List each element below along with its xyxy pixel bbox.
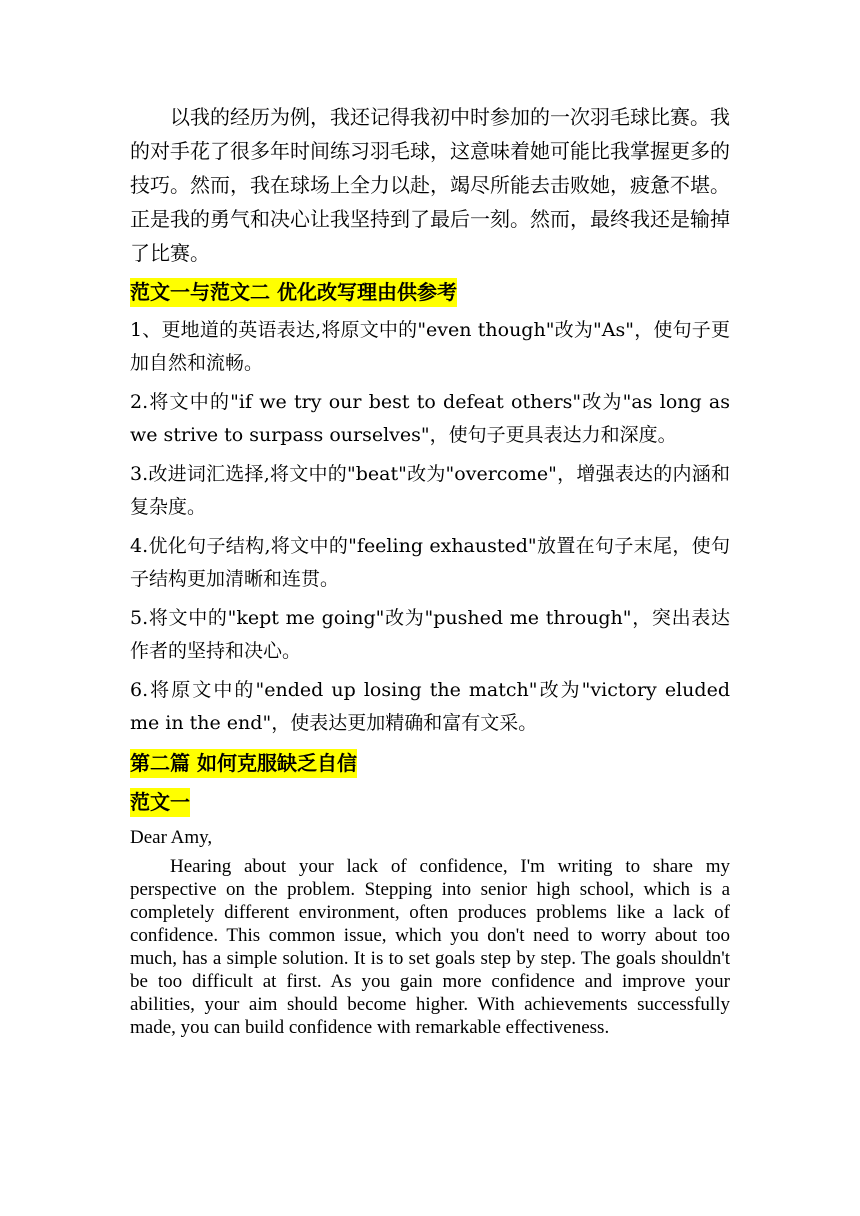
section-heading-part-two (130, 746, 730, 780)
highlighted-heading-text: 范文一 (130, 788, 190, 817)
revision-item-2: 2.将文中的"if we try our best to defeat others"改为"as long as we strive to surpass ourselves"，使句子更具表达力和深度。 (130, 391, 730, 446)
intro-paragraph: 以我的经历为例，我还记得我初中时参加的一次羽毛球比赛。我的对手花了很多年时间练习羽毛球，这意味着她可能比我掌握更多的技巧。然而，我在球场上全力以赴，竭尽所能去击败她，疲惫不堪。正是我的勇气和决心让我坚持到了最后一刻。然而，最终我还是输掉了比赛。 (130, 105, 730, 265)
revision-item-3: 3.改进词汇选择,将文中的"beat"改为"overcome"，增强表达的内涵和复杂度。 (130, 463, 730, 518)
revision-item-6: 6.将原文中的"ended up losing the match"改为"victory eluded me in the end"，使表达更加精确和富有文采。 (130, 679, 730, 734)
section-heading-revision-reasons (130, 275, 730, 309)
revision-item-4: 4.优化句子结构,将文中的"feeling exhausted"放置在句子末尾，使句子结构更加清晰和连贯。 (130, 535, 730, 590)
highlighted-heading-text: 范文一与范文二 优化改写理由供参考 (130, 278, 457, 307)
letter-body: Hearing about your lack of confidence, I'm writing to share my perspective on the problem. Stepping into senior high school, which is a completely different environment, often produces problems like a lack of confidence. This common issue, which you don't need to worry about too much, has a simple solution. It is to set goals step by step. The goals shouldn't be too difficult at first. As you gain more confidence and improve your abilities, your aim should become higher. With achievements successfully made, you can build confidence with remarkable effectiveness. (130, 856, 730, 1038)
revision-item-5: 5.将文中的"kept me going"改为"pushed me through"，突出表达作者的坚持和决心。 (130, 607, 730, 662)
document-page (130, 100, 730, 1039)
revision-item-1: 1、更地道的英语表达,将原文中的"even though"改为"As"，使句子更加自然和流畅。 (130, 319, 730, 374)
highlighted-heading-text: 第二篇 如何克服缺乏自信 (130, 749, 357, 778)
section-heading-sample-one (130, 785, 730, 819)
letter-greeting: Dear Amy, (130, 827, 213, 848)
